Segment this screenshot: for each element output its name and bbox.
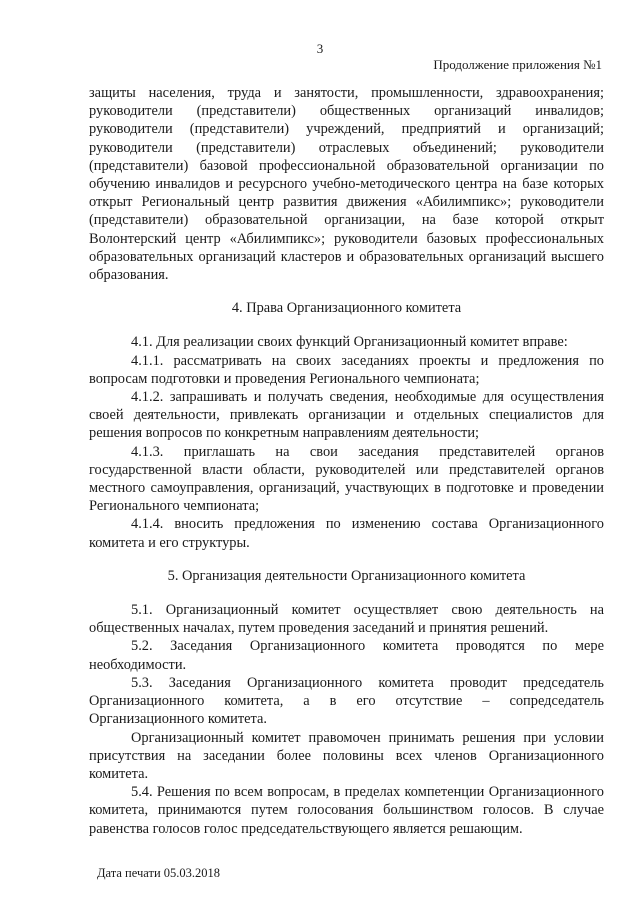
paragraph-5-1: 5.1. Организационный комитет осуществляет свою деятельность на общественных началах, путем проведения заседаний и принятия решений. — [89, 602, 604, 637]
paragraph-5-3-quorum: Организационный комитет правомочен принимать решения при условии присутствия на заседании более половины всех членов Организационного комитета. — [89, 729, 604, 782]
paragraph-5-2: 5.2. Заседания Организационного комитета проводятся по мере необходимости. — [89, 638, 604, 673]
intro-paragraph: защиты населения, труда и занятости, промышленности, здравоохранения; руководители (представители) общественных организаций инвалидов; руководители (представители) учреждений, предприятий и организаций; руководители (представители) отраслевых объединений; руководители (представители) базовой профессиональной образовательной организации по обучению инвалидов и ресурсного учебно-методического центра на базе которых открыт Региональный центр развития движения «Абилимпикс»; руководители (представители) образовательной организации, на базе которой открыт Волонтерский центр «Абилимпикс»; руководители базовых профессиональных образовательных организаций кластеров и образовательных организаций высшего образования. — [89, 85, 604, 284]
paragraph-5-4: 5.4. Решения по всем вопросам, в пределах компетенции Организационного комитета, принимаются путем голосования большинством голосов. В случае равенства голосов голос председательствующего является решающим. — [89, 784, 604, 837]
paragraph-5-3: 5.3. Заседания Организационного комитета проводит председатель Организационного комитета, а в его отсутствие – сопредседатель Организационного комитета. — [89, 674, 604, 728]
section-4-title: 4. Права Организационного комитета — [231, 300, 462, 317]
print-date: Дата печати 05.03.2018 — [97, 866, 221, 880]
paragraph-4-1-2: 4.1.2. запрашивать и получать сведения, необходимые для осуществления своей деятельности, привлекать организации и отдельных специалистов для решения вопросов по конкретным направлениям деятельности; — [89, 389, 604, 442]
section-5-title: 5. Организация деятельности Организационного комитета — [167, 567, 526, 584]
paragraph-4-1: 4.1. Для реализации своих функций Организационный комитет вправе: — [131, 334, 568, 351]
appendix-note: Продолжение приложения №1 — [433, 57, 602, 72]
paragraph-4-1-3: 4.1.3. приглашать на свои заседания представителей органов государственной власти области, руководителей или представителей органов местного самоуправления, организаций, участвующих в подготовке и проведении Регионального чемпионата; — [89, 443, 604, 515]
paragraph-4-1-4: 4.1.4. вносить предложения по изменению состава Организационного комитета и его структуры. — [89, 516, 604, 551]
document-body — [89, 84, 604, 838]
paragraph-4-1-1: 4.1.1. рассматривать на своих заседаниях проекты и предложения по вопросам подготовки и проведения Регионального чемпионата; — [89, 352, 604, 387]
page-number: 3 — [316, 41, 324, 56]
